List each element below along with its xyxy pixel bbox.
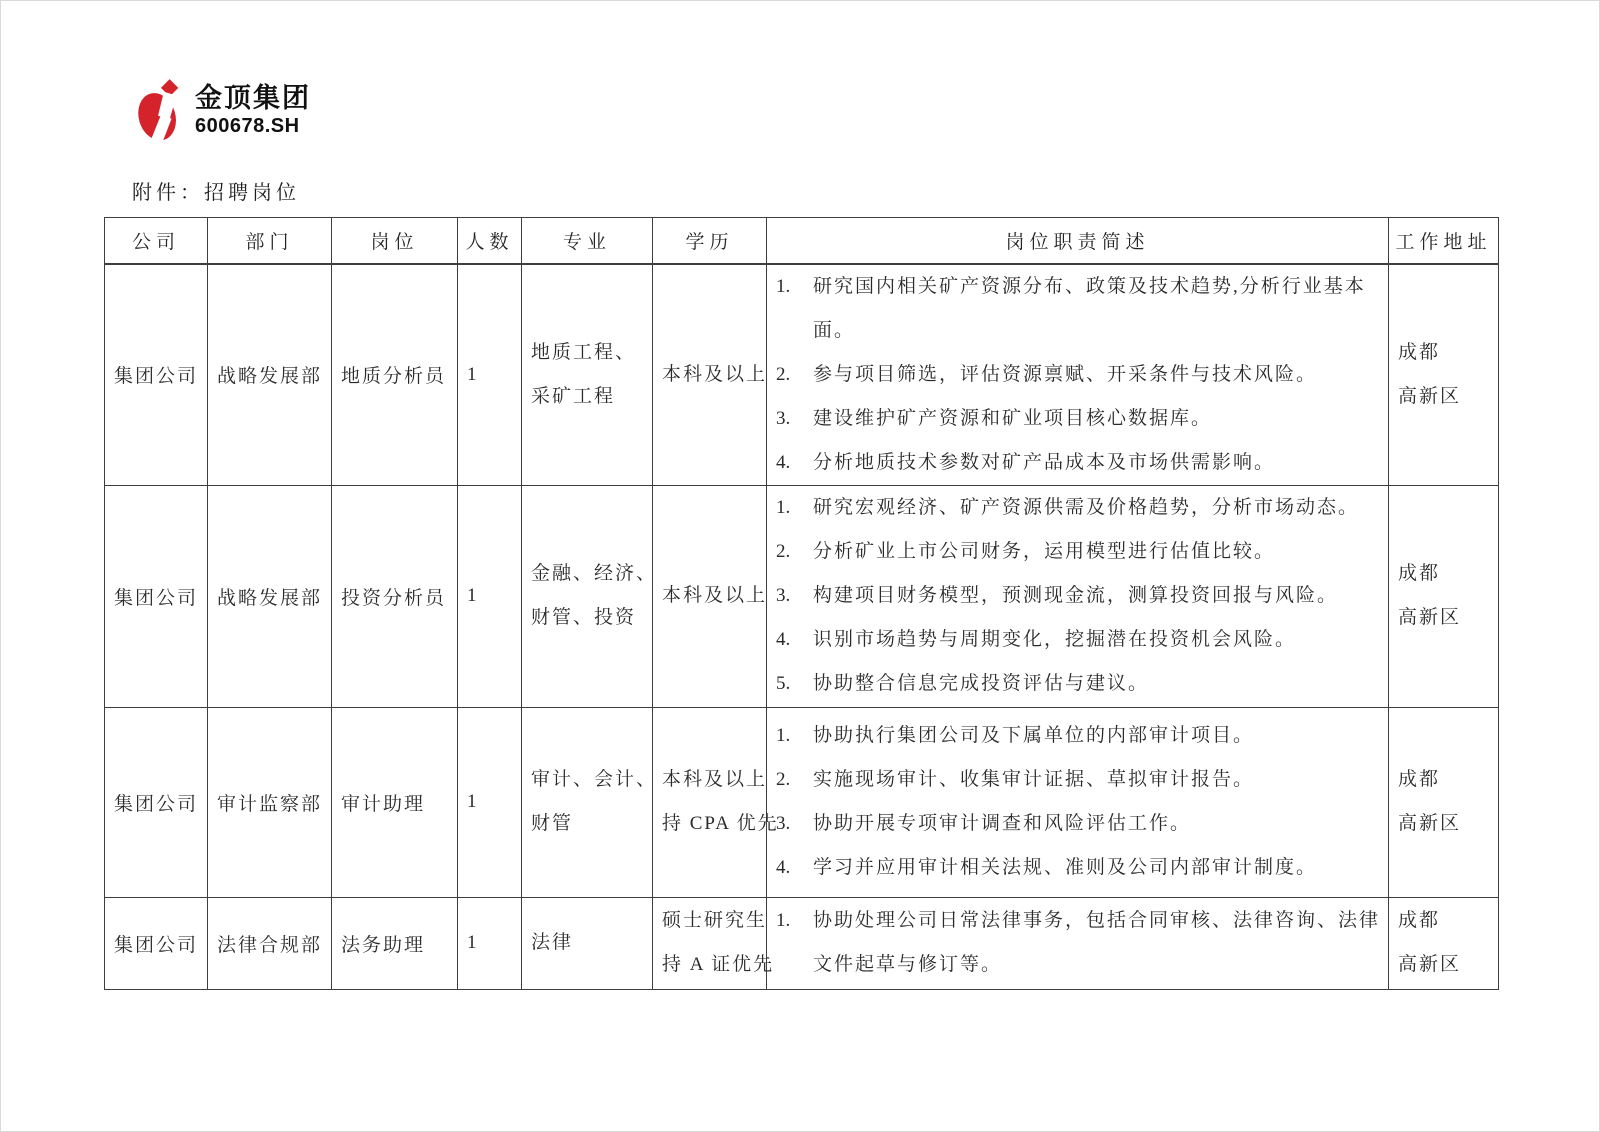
duty-text: 构建项目财务模型，预测现金流，测算投资回报与风险。: [813, 585, 1339, 606]
major-line: 金融、经济、: [531, 563, 658, 584]
education-line: 本科及以上: [662, 769, 768, 790]
major-cell: [522, 897, 653, 989]
duty-item: [776, 397, 1384, 441]
logo-company-name: 金顶集团: [195, 82, 311, 113]
table-row: [105, 264, 1499, 486]
duty-text: 研究宏观经济、矿产资源供需及价格趋势，分析市场动态。: [813, 497, 1360, 518]
duty-text: 实施现场审计、收集审计证据、草拟审计报告。: [813, 769, 1255, 790]
location-cell: [1389, 707, 1499, 897]
duty-text: 分析地质技术参数对矿产品成本及市场供需影响。: [813, 451, 1276, 473]
duty-number: 2.: [776, 541, 791, 562]
headcount-cell: 1: [458, 264, 522, 486]
education-cell: [653, 485, 767, 707]
headcount-cell: 1: [458, 897, 522, 989]
department-cell: 战略发展部: [208, 264, 332, 486]
position-cell: 地质分析员: [332, 264, 458, 486]
duty-text: 参与项目筛选，评估资源禀赋、开采条件与技术风险。: [813, 363, 1318, 385]
recruitment-table: [104, 217, 1499, 990]
education-line: 本科及以上: [662, 585, 768, 606]
department-cell: 审计监察部: [208, 707, 332, 897]
duty-text: 研究国内相关矿产资源分布、政策及技术趋势,分析行业基本面。: [813, 275, 1366, 341]
duty-item: [776, 353, 1384, 397]
duty-item: [776, 662, 1384, 706]
location-cell: [1389, 485, 1499, 707]
table-row: [105, 897, 1499, 989]
company-logo: [134, 77, 311, 143]
major-line: 采矿工程: [531, 385, 616, 407]
duty-number: 5.: [776, 673, 791, 694]
duty-number: 2.: [776, 769, 791, 790]
logo-text: [195, 83, 311, 138]
duty-item: [776, 441, 1384, 485]
duty-number: 3.: [776, 407, 791, 429]
col-header-department: 部门: [208, 218, 332, 264]
location-line: 成都: [1398, 910, 1441, 931]
duty-number: 4.: [776, 629, 791, 650]
major-line: 财管: [531, 813, 574, 834]
duty-text: 协助执行集团公司及下属单位的内部审计项目。: [813, 725, 1255, 746]
duty-item: [776, 618, 1384, 662]
col-header-major: 专业: [522, 218, 653, 264]
department-cell: 战略发展部: [208, 485, 332, 707]
col-header-headcount: 人数: [458, 218, 522, 264]
department-cell: 法律合规部: [208, 897, 332, 989]
duty-text: 分析矿业上市公司财务，运用模型进行估值比较。: [813, 541, 1276, 562]
position-cell: 审计助理: [332, 707, 458, 897]
duty-number: 1.: [776, 725, 791, 746]
table-row: [105, 485, 1499, 707]
education-line: 持 A 证优先: [662, 954, 775, 975]
duties-cell: [767, 485, 1389, 707]
location-cell: [1389, 264, 1499, 486]
location-cell: [1389, 897, 1499, 989]
duty-number: 3.: [776, 585, 791, 606]
duty-number: 1.: [776, 497, 791, 518]
education-cell: [653, 897, 775, 989]
headcount-cell: 1: [458, 485, 522, 707]
education-line: 持 CPA 优先: [662, 813, 779, 834]
duty-item: [776, 574, 1384, 618]
duty-number: 3.: [776, 813, 791, 834]
duty-item: [776, 846, 1384, 890]
table-row: [105, 707, 1499, 897]
col-header-duties: 岗位职责简述: [767, 218, 1389, 264]
duty-text: 学习并应用审计相关法规、准则及公司内部审计制度。: [813, 857, 1318, 878]
major-line: 财管、投资: [531, 607, 637, 628]
position-cell: 投资分析员: [332, 485, 458, 707]
location-line: 高新区: [1398, 813, 1462, 834]
major-cell: [522, 264, 653, 486]
duty-item: [776, 530, 1384, 574]
col-header-location: 工作地址: [1389, 218, 1499, 264]
company-cell: 集团公司: [105, 707, 208, 897]
duty-item: [776, 714, 1384, 758]
table-container: [104, 217, 1499, 990]
duty-number: 1.: [776, 275, 791, 297]
company-cell: 集团公司: [105, 264, 208, 486]
duty-number: 4.: [776, 451, 791, 473]
duties-cell: [767, 707, 1389, 897]
table-header-row: [105, 218, 1499, 264]
location-line: 成都: [1398, 341, 1441, 363]
major-cell: [522, 485, 658, 707]
education-line: 硕士研究生: [662, 910, 768, 931]
duties-cell: [767, 897, 1389, 989]
major-cell: [522, 707, 658, 897]
duty-item: [776, 758, 1384, 802]
headcount-cell: 1: [458, 707, 522, 897]
col-header-company: 公司: [105, 218, 208, 264]
location-line: 成都: [1398, 769, 1441, 790]
position-cell: 法务助理: [332, 897, 458, 989]
major-line: 法律: [531, 932, 574, 953]
duty-text: 协助开展专项审计调查和风险评估工作。: [813, 813, 1192, 834]
duty-number: 1.: [776, 910, 791, 931]
duty-text: 识别市场趋势与周期变化，挖掘潜在投资机会风险。: [813, 629, 1297, 650]
col-header-education: 学历: [653, 218, 767, 264]
education-cell: [653, 707, 779, 897]
company-cell: 集团公司: [105, 485, 208, 707]
major-line: 地质工程、: [531, 341, 637, 363]
location-line: 高新区: [1398, 954, 1462, 975]
logo-mark-icon: [134, 77, 186, 143]
duty-text: 建设维护矿产资源和矿业项目核心数据库。: [813, 407, 1213, 429]
company-cell: 集团公司: [105, 897, 208, 989]
duty-item: [776, 265, 1384, 353]
duty-number: 2.: [776, 363, 791, 385]
duty-item: [776, 802, 1384, 846]
duty-item: [776, 486, 1384, 530]
location-line: 高新区: [1398, 607, 1462, 628]
education-cell: [653, 264, 767, 486]
duty-text: 协助整合信息完成投资评估与建议。: [813, 673, 1150, 694]
duty-item: [776, 899, 1384, 987]
major-line: 审计、会计、: [531, 769, 658, 790]
logo-ticker: 600678.SH: [195, 114, 300, 137]
location-line: 成都: [1398, 563, 1441, 584]
location-line: 高新区: [1398, 385, 1462, 407]
col-header-position: 岗位: [332, 218, 458, 264]
duty-number: 4.: [776, 857, 791, 878]
education-line: 本科及以上: [662, 363, 768, 385]
duties-cell: [767, 264, 1389, 486]
duty-text: 协助处理公司日常法律事务，包括合同审核、法律咨询、法律文件起草与修订等。: [813, 910, 1381, 975]
attachment-title: 附件：招聘岗位: [132, 182, 300, 204]
